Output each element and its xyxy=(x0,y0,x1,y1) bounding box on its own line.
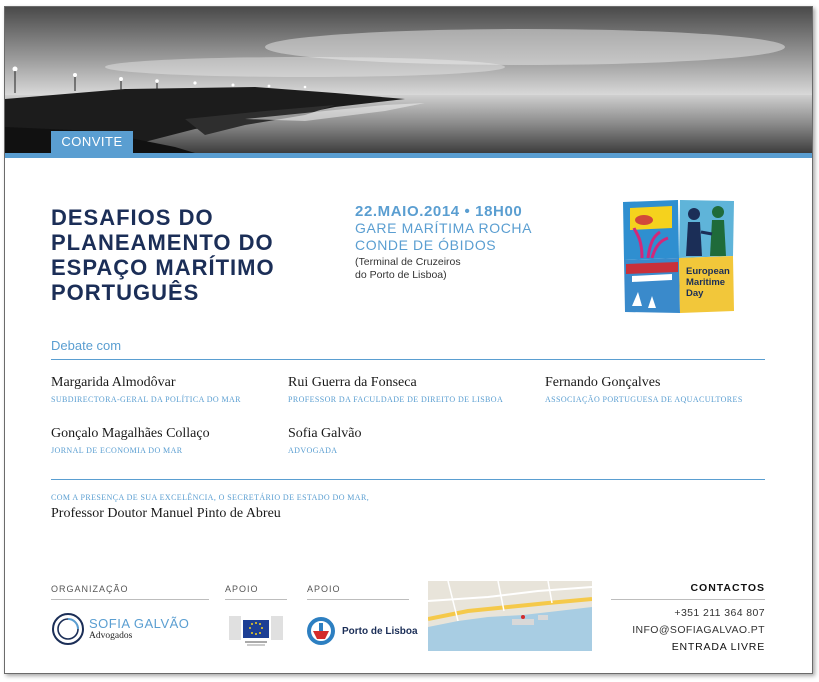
porto-de-lisboa-logo-icon xyxy=(307,617,337,645)
european-commission-logo xyxy=(227,612,285,648)
sofia-galvao-logo-icon xyxy=(51,612,85,646)
speaker-role: ASSOCIAÇÃO PORTUGUESA DE AQUACULTORES xyxy=(545,395,743,404)
european-maritime-day-logo xyxy=(622,198,736,314)
contact-phone[interactable]: +351 211 364 807 xyxy=(674,607,765,619)
speaker-name: Margarida Almodôvar xyxy=(51,375,176,390)
organizer-name: SOFIA GALVÃO xyxy=(89,616,190,631)
speaker-name: Rui Guerra da Fonseca xyxy=(288,375,417,390)
speaker xyxy=(545,375,743,404)
organizer-subtitle: Advogados xyxy=(89,631,133,641)
contact-email[interactable]: INFO@SOFIAGALVAO.PT xyxy=(632,624,765,636)
title-line: DESAFIOS DO xyxy=(51,205,214,230)
venue-line: GARE MARÍTIMA ROCHA xyxy=(355,220,533,236)
header-accent-bar xyxy=(5,153,812,158)
venue-note: do Porto de Lisboa) xyxy=(355,269,447,281)
emd-logo-line: Maritime xyxy=(686,277,726,288)
divider xyxy=(51,479,765,480)
event-details xyxy=(355,203,532,282)
speaker-name: Gonçalo Magalhães Collaço xyxy=(51,426,210,441)
speaker xyxy=(288,426,361,455)
footer-divider xyxy=(307,599,409,600)
title-line: PLANEAMENTO DO xyxy=(51,230,274,255)
contacts-heading: CONTACTOS xyxy=(690,582,765,594)
speaker-role: PROFESSOR DA FACULDADE DE DIREITO DE LISBOA xyxy=(288,395,504,404)
free-entry-note: ENTRADA LIVRE xyxy=(671,641,765,653)
footer-divider xyxy=(225,599,287,600)
porto-de-lisboa-name: Porto de Lisboa xyxy=(342,626,418,637)
speaker-name: Sofia Galvão xyxy=(288,426,362,441)
presence-name: Professor Doutor Manuel Pinto de Abreu xyxy=(51,506,281,521)
footer-divider xyxy=(51,599,209,600)
speaker xyxy=(51,426,210,455)
venue-line: CONDE DE ÓBIDOS xyxy=(355,237,497,253)
support-label: APOIO xyxy=(307,584,341,594)
footer-divider xyxy=(611,599,765,600)
presence-label: COM A PRESENÇA DE SUA EXCELÊNCIA, O SECRETÁRIO DE ESTADO DO MAR, xyxy=(51,493,370,502)
invitation-card xyxy=(4,6,813,674)
divider xyxy=(51,359,765,360)
invitation-tag: CONVITE xyxy=(51,131,133,153)
organization-label: ORGANIZAÇÃO xyxy=(51,584,129,594)
venue-note: (Terminal de Cruzeiros xyxy=(355,256,461,268)
speaker xyxy=(288,375,503,404)
debate-label: Debate com xyxy=(51,338,122,353)
title-line: ESPAÇO MARÍTIMO xyxy=(51,255,275,280)
speaker-name: Fernando Gonçalves xyxy=(545,375,661,390)
support-label: APOIO xyxy=(225,584,259,594)
event-title xyxy=(51,205,275,305)
event-date: 22.MAIO.2014 • 18H00 xyxy=(355,203,523,220)
speaker-role: ADVOGADA xyxy=(288,446,338,455)
emd-logo-line: Day xyxy=(686,288,704,299)
emd-logo-line: European xyxy=(686,266,730,277)
speaker xyxy=(51,375,241,404)
speaker-role: SUBDIRECTORA-GERAL DA POLÍTICA DO MAR xyxy=(51,395,241,404)
speaker-role: JORNAL DE ECONOMIA DO MAR xyxy=(51,446,183,455)
title-line: PORTUGUÊS xyxy=(51,280,200,305)
location-map[interactable] xyxy=(428,581,592,651)
